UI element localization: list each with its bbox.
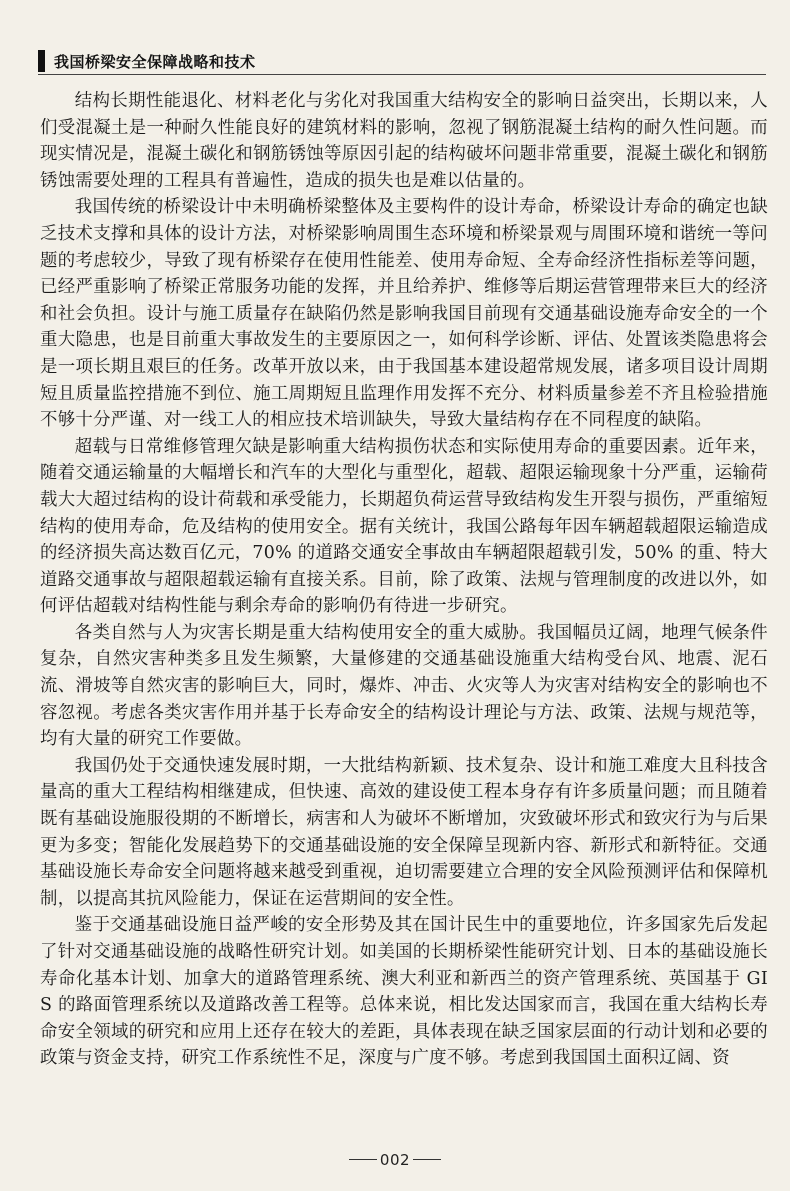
folio-dash-left (349, 1159, 377, 1160)
running-header (38, 48, 766, 75)
header-bar-mark (38, 50, 45, 72)
folio-dash-right (413, 1159, 441, 1160)
paragraph-1: 结构长期性能退化、材料老化与劣化对我国重大结构安全的影响日益突出，长期以来，人们受混凝土是一种耐久性能良好的建筑材料的影响，忽视了钢筋混凝土结构的耐久性问题。而现实情况是，混凝土碳化和钢筋锈蚀等原因引起的结构破坏问题非常重要，混凝土碳化和钢筋锈蚀需要处理的工程具有普遍性，造成的损失也是难以估量的。 (40, 91, 768, 191)
running-title: 我国桥梁安全保障战略和技术 (54, 53, 256, 71)
paragraph-3: 超载与日常维修管理欠缺是影响重大结构损伤状态和实际使用寿命的重要因素。近年来，随着交通运输量的大幅增长和汽车的大型化与重型化，超载、超限运输现象十分严重，运输荷载大大超过结构的设计荷载和承受能力，长期超负荷运营导致结构发生开裂与损伤，严重缩短结构的使用寿命，危及结构的使用安全。据有关统计，我国公路每年因车辆超载超限运输造成的经济损失高达数百亿元，70% 的道路交通安全事故由车辆超限超载引发，50% 的重、特大道路交通事故与超限超载运输有直接关系。目前，除了政策、法规与管理制度的改进以外，如何评估超载对结构性能与剩余寿命的影响仍有待进一步研究。 (40, 436, 768, 617)
page-number: 002 (379, 1150, 411, 1169)
paragraph-6: 鉴于交通基础设施日益严峻的安全形势及其在国计民生中的重要地位，许多国家先后发起了针对交通基础设施的战略性研究计划。如美国的长期桥梁性能研究计划、日本的基础设施长寿命化基本计划、加拿大的道路管理系统、澳大利亚和新西兰的资产管理系统、英国基于 GIS 的路面管理系统以及道路改善工程等。总体来说，相比发达国家而言，我国在重大结构长寿命安全领域的研究和应用上还存在较大的差距，具体表现在缺乏国家层面的行动计划和必要的政策与资金支持，研究工作系统性不足，深度与广度不够。考虑到我国国土面积辽阔、资 (40, 915, 768, 1069)
paragraph-4: 各类自然与人为灾害长期是重大结构使用安全的重大威胁。我国幅员辽阔，地理气候条件复杂，自然灾害种类多且发生频繁，大量修建的交通基础设施重大结构受台风、地震、泥石流、滑坡等自然灾害的影响巨大，同时，爆炸、冲击、火灾等人为灾害对结构安全的影响也不容忽视。考虑各类灾害作用并基于长寿命安全的结构设计理论与方法、政策、法规与规范等，均有大量的研究工作要做。 (40, 622, 768, 750)
paragraph-2: 我国传统的桥梁设计中未明确桥梁整体及主要构件的设计寿命，桥梁设计寿命的确定也缺乏技术支撑和具体的设计方法，对桥梁影响周围生态环境和桥梁景观与周围环境和谐统一等问题的考虑较少，导致了现有桥梁存在使用性能差、使用寿命短、全寿命经济性指标差等问题，已经严重影响了桥梁正常服务功能的发挥，并且给养护、维修等后期运营管理带来巨大的经济和社会负担。设计与施工质量存在缺陷仍然是影响我国目前现有交通基础设施寿命安全的一个重大隐患，也是目前重大事故发生的主要原因之一，如何科学诊断、评估、处置该类隐患将会是一项长期且艰巨的任务。改革开放以来，由于我国基本建设超常规发展，诸多项目设计周期短且质量监控措施不到位、施工周期短且监理作用发挥不充分、材料质量参差不齐且检验措施不够十分严谨、对一线工人的相应技术培训缺失，导致大量结构存在不同程度的缺陷。 (40, 197, 768, 431)
paragraph-5: 我国仍处于交通快速发展时期，一大批结构新颖、技术复杂、设计和施工难度大且科技含量高的重大工程结构相继建成，但快速、高效的建设使工程本身存有许多质量问题；而且随着既有基础设施服役期的不断增长，病害和人为破坏不断增加，灾致破坏形式和致灾行为与后果更为多变；智能化发展趋势下的交通基础设施的安全保障呈现新内容、新形式和新特征。交通基础设施长寿命安全问题将越来越受到重视，迫切需要建立合理的安全风险预测评估和保障机制，以提高其抗风险能力，保证在运营期间的安全性。 (40, 755, 768, 909)
page-number-footer (0, 1150, 790, 1169)
body-text (40, 88, 768, 1072)
